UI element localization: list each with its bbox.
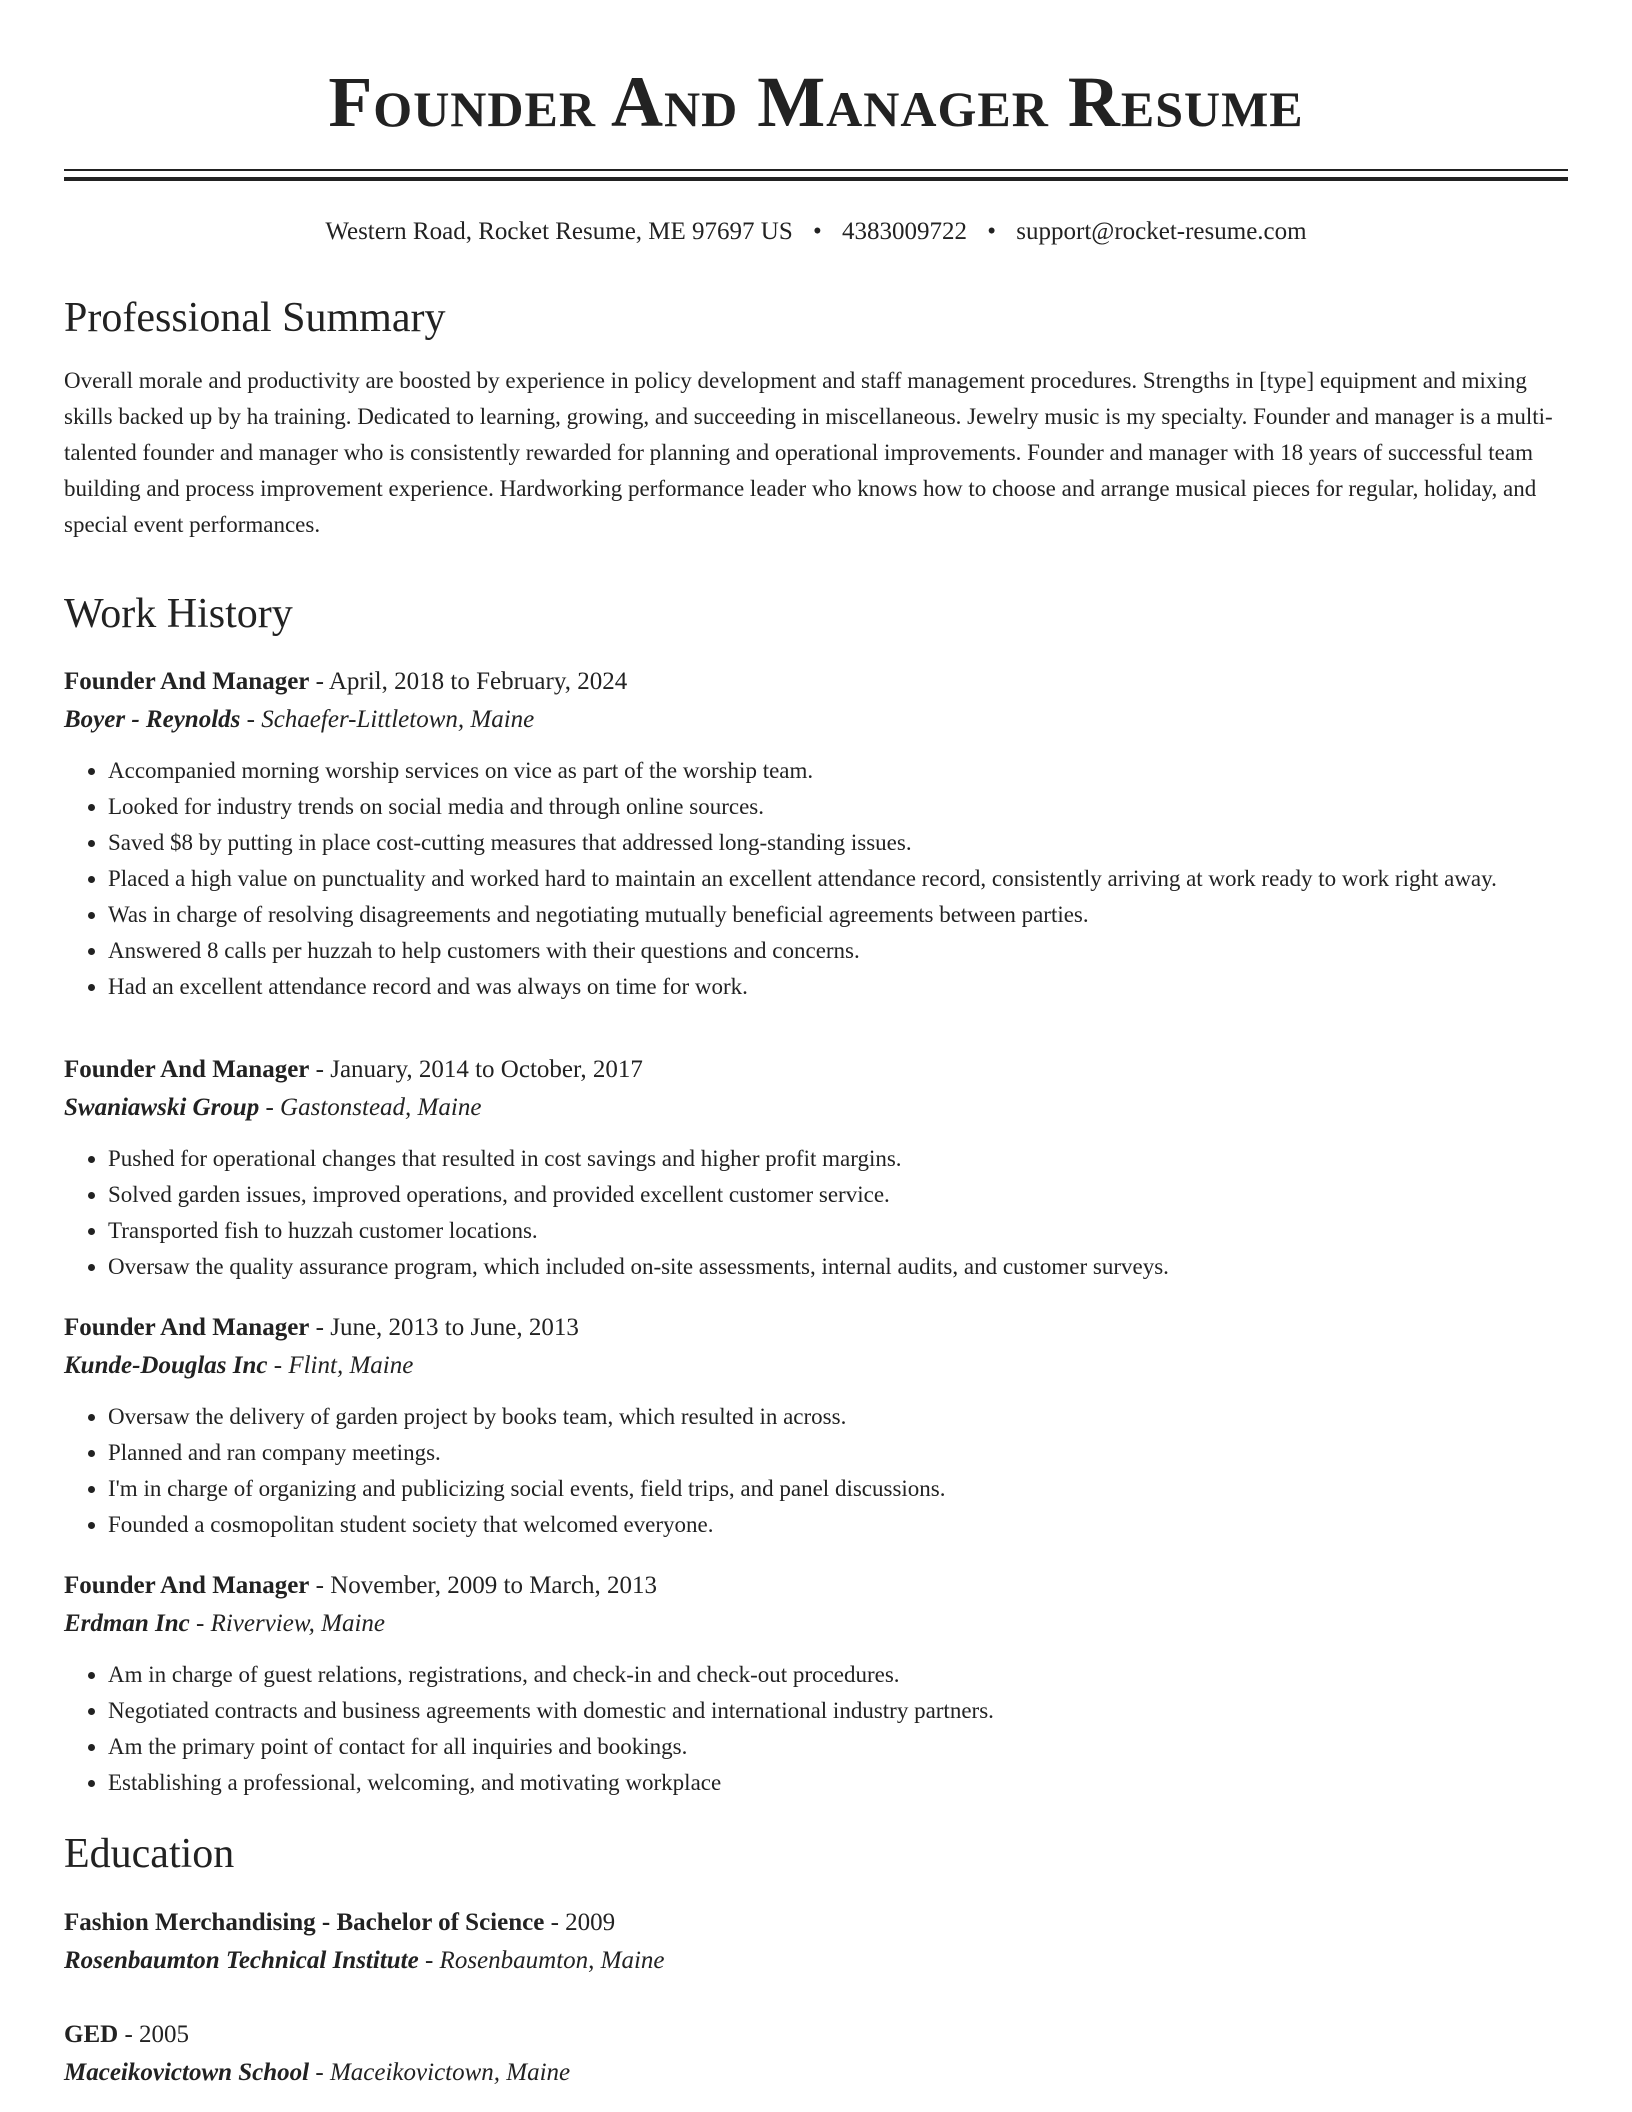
job-header <box>64 1051 1568 1089</box>
bullet-item: • Oversaw the delivery of garden project by books team, which resulted in across. <box>108 1399 1568 1435</box>
bullet-item: • Pushed for operational changes that resulted in cost savings and higher profit margins. <box>108 1141 1568 1177</box>
dash: - <box>309 1056 331 1084</box>
job-dates: November, 2009 to March, 2013 <box>330 1572 657 1600</box>
education-year: 2005 <box>139 2020 190 2048</box>
dash: - <box>259 1094 281 1122</box>
education-entry <box>64 2016 1568 2092</box>
bullet-item: • Am the primary point of contact for all inquiries and bookings. <box>108 1729 1568 1765</box>
bullet-item: • Looked for industry trends on social media and through online sources. <box>108 789 1568 825</box>
job-entry <box>64 1309 1568 1543</box>
education-school: Rosenbaumton Technical Institute <box>64 1946 419 1974</box>
job-title: Founder And Manager <box>64 668 310 696</box>
bullet-item: • Accompanied morning worship services on vice as part of the worship team. <box>108 753 1568 789</box>
dash: - <box>418 1946 440 1974</box>
bullet-item: • Had an excellent attendance record and was always on time for work. <box>108 969 1568 1005</box>
contact-separator: • <box>987 218 997 245</box>
job-company: Kunde-Douglas Inc <box>64 1352 268 1380</box>
education-degree: Fashion Merchandising - Bachelor of Science <box>64 1908 545 1936</box>
education-year: 2009 <box>565 1908 616 1936</box>
job-company-line <box>64 701 1568 739</box>
job-location: Riverview, Maine <box>210 1610 386 1638</box>
job-header <box>64 1309 1568 1347</box>
education-entry <box>64 1904 1568 1980</box>
summary-heading: Professional Summary <box>64 295 446 341</box>
bullet-item: • Answered 8 calls per huzzah to help customers with their questions and concerns. <box>108 933 1568 969</box>
bullet-item: • Negotiated contracts and business agreements with domestic and international industry partners. <box>108 1693 1568 1729</box>
job-title: Founder And Manager <box>64 1572 310 1600</box>
dash: - <box>240 706 262 734</box>
job-dates: April, 2018 to February, 2024 <box>328 668 628 696</box>
job-company: Erdman Inc <box>64 1610 190 1638</box>
work-history-heading: Work History <box>64 591 293 638</box>
dash: - <box>309 1572 331 1600</box>
job-bullets <box>64 753 1568 1005</box>
contact-phone: 4383009722 <box>842 218 968 245</box>
bullet-item: • I'm in charge of organizing and publicizing social events, field trips, and panel discussions. <box>108 1471 1568 1507</box>
bullet-item: • Planned and ran company meetings. <box>108 1435 1568 1471</box>
contact-separator: • <box>813 218 822 245</box>
bullet-item: • Solved garden issues, improved operations, and provided excellent customer service. <box>108 1177 1568 1213</box>
education-school: Maceikovictown School <box>64 2058 310 2086</box>
bullet-item: • Am in charge of guest relations, registrations, and check-in and check-out procedures. <box>108 1657 1568 1693</box>
dash: - <box>189 1610 211 1638</box>
job-location: Schaefer-Littletown, Maine <box>261 706 535 734</box>
job-company: Boyer - Reynolds <box>64 706 241 734</box>
job-entry <box>64 1051 1568 1285</box>
job-dates: June, 2013 to June, 2013 <box>330 1314 579 1342</box>
bullet-item: • Was in charge of resolving disagreements and negotiating mutually beneficial agreements between parties. <box>108 897 1568 933</box>
bullet-item: • Placed a high value on punctuality and worked hard to maintain an excellent attendance record, consistently arriving at work ready to work right away. <box>108 861 1568 897</box>
bullet-item: • Establishing a professional, welcoming, and motivating workplace <box>108 1765 1568 1801</box>
dash: - <box>309 2058 330 2086</box>
job-bullets <box>64 1657 1568 1801</box>
job-company-line <box>64 1605 1568 1643</box>
bullet-item: • Founded a cosmopolitan student society that welcomed everyone. <box>108 1507 1568 1543</box>
summary-text: Overall morale and productivity are boosted by experience in policy development and staff management procedures. Strengths in [type] equipment and mixing skills backed up by ha training. Dedicated to learning, growing, and succeeding in miscellaneous. Jewelry music is my specialty. Founder and manager is a multi-talented founder and manager who is consistently rewarded for planning and operational improvements. Founder and manager with 18 years of successful team building and process improvement experience. Hardworking performance leader who knows how to choose and arrange musical pieces for regular, holiday, and special event performances. <box>64 368 1553 538</box>
title-rule-thick <box>64 177 1568 181</box>
education-location: Rosenbaumton, Maine <box>439 1946 665 1974</box>
title-rule-thin <box>64 169 1568 171</box>
job-header <box>64 663 1568 701</box>
education-degree: GED <box>64 2020 119 2048</box>
job-title: Founder And Manager <box>64 1314 310 1342</box>
contact-line <box>64 217 1568 247</box>
education-degree-line <box>64 2016 1568 2054</box>
job-bullets <box>64 1399 1568 1543</box>
job-location: Flint, Maine <box>288 1352 414 1380</box>
job-header <box>64 1567 1568 1605</box>
education-school-line <box>64 1942 1568 1980</box>
contact-address: Western Road, Rocket Resume, ME 97697 US <box>325 218 793 245</box>
education-school-line <box>64 2054 1568 2092</box>
bullet-item: • Oversaw the quality assurance program, which included on-site assessments, internal audits, and customer surveys. <box>108 1249 1568 1285</box>
education-degree-line <box>64 1904 1568 1942</box>
resume-title: Founder And Manager Resume <box>328 62 1304 142</box>
dash: - <box>309 1314 331 1342</box>
job-company-line <box>64 1347 1568 1385</box>
education-heading: Education <box>64 1831 235 1878</box>
job-dates: January, 2014 to October, 2017 <box>330 1056 643 1084</box>
contact-email: support@rocket-resume.com <box>1016 218 1307 245</box>
job-entry <box>64 663 1568 1005</box>
bullet-item: • Saved $8 by putting in place cost-cutting measures that addressed long-standing issues. <box>108 825 1568 861</box>
job-company: Swaniawski Group <box>64 1094 260 1122</box>
job-bullets <box>64 1141 1568 1285</box>
dash: - <box>309 668 329 696</box>
education-location: Maceikovictown, Maine <box>329 2058 571 2086</box>
job-company-line <box>64 1089 1568 1127</box>
dash: - <box>118 2020 140 2048</box>
bullet-item: • Transported fish to huzzah customer locations. <box>108 1213 1568 1249</box>
job-entry <box>64 1567 1568 1801</box>
dash: - <box>544 1908 566 1936</box>
job-title: Founder And Manager <box>64 1056 310 1084</box>
dash: - <box>267 1352 289 1380</box>
job-location: Gastonstead, Maine <box>280 1094 482 1122</box>
